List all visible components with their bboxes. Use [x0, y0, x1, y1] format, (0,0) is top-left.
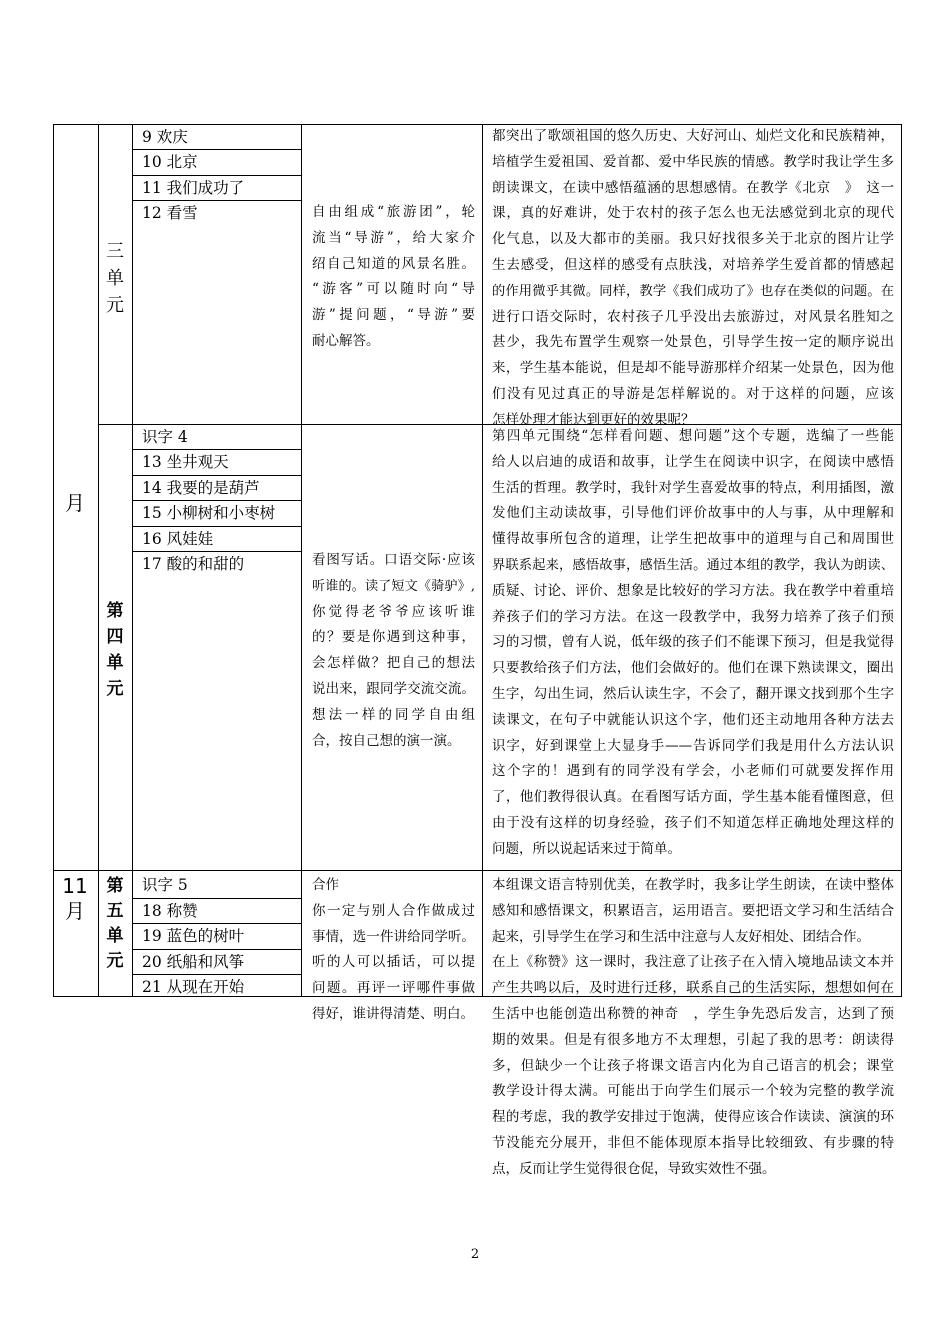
- lesson-title: 21 从现在开始: [142, 978, 245, 996]
- unit-char: 三: [106, 241, 124, 262]
- lesson-title: 19 蓝色的树叶: [142, 927, 245, 945]
- lesson-title: 15 小柳树和小枣树: [142, 504, 276, 522]
- unit-char: 元: [106, 951, 124, 971]
- unit-5-reflection: 本组课文语言特别优美，在教学时，我多让学生朗读，在读中整体 感知和感悟课文，积累语言，运用语言。要把语文学习和生活结合 起来，引导学生在学习和生活中注意与人友好相处、团结合作。 在上《称赞》这一课时，我注意了让孩子在入情入境地品读文本并 产生共鸣以后，及时进行迁移，联系自己的生活实际，想想如何在 生活中也能创造出称赞的神奇 ，学生争先恐后发言，达到了预 期的效果。但是有很多地方不太理想，引起了我的思考：朗读得 多，但缺少一个让孩子将课文语言内化为自己语言的机会；课堂 教学设计得太满。可能出于向学生们展示一个较为完整的教学流 程的考虑，我的教学安排过于饱满，使得应该合作读读、演演的环 节没能充分展开，非但不能体现原本指导比较细致、有步骤的特 点，反而让学生觉得很仓促，导致实效性不强。: [492, 877, 894, 1177]
- lesson-title: 20 纸船和风筝: [142, 953, 245, 971]
- lesson-title: 17 酸的和甜的: [142, 555, 245, 573]
- lesson-title: 18 称赞: [142, 902, 198, 920]
- month-char: 月: [65, 899, 85, 923]
- lesson-title: 14 我要的是葫芦: [142, 479, 260, 497]
- lesson-title: 13 坐井观天: [142, 453, 229, 471]
- unit-3-activity: 自由组成“旅游团”，轮 流当“导游”，给大家介 绍自己知道的风景名胜。 “游客”可以随时向“导 游”提问题，“导游”要 耐心解答。: [312, 204, 475, 349]
- unit-char: 单: [106, 268, 124, 289]
- lesson-title: 识字 5: [142, 876, 188, 894]
- month-november: [53, 874, 97, 924]
- unit-5-label: [98, 874, 132, 974]
- unit-char: 单: [106, 653, 124, 673]
- month-number: 11: [62, 874, 88, 898]
- unit-char: 元: [106, 295, 124, 316]
- unit-char: 四: [106, 627, 124, 647]
- unit-4-label: [98, 598, 132, 702]
- lesson-title: 10 北京: [142, 153, 198, 171]
- lesson-title: 9 欢庆: [142, 128, 188, 146]
- unit-5-activity: 合作 你一定与别人合作做成过 事情，选一件讲给同学听。 听的人可以插话，可以提 问题。再评一评哪件事做 得好，谁讲得清楚、明白。: [312, 877, 475, 1022]
- month-label: 月: [65, 491, 85, 515]
- lesson-title: 11 我们成功了: [142, 179, 245, 197]
- unit-char: 五: [106, 901, 124, 921]
- unit-3-label: [98, 238, 132, 319]
- unit-char: 元: [106, 679, 124, 699]
- unit-4-reflection: 第四单元围绕“怎样看问题、想问题”这个专题，选编了一些能 给人以启迪的成语和故事，让学生在阅读中识字，在阅读中感悟 生活的哲理。教学时，我针对学生喜爱故事的特点，利用插图，激 发他们主动读故事，引导他们评价故事中的人与事，从中理解和 懂得故事所包含的道理，让学生把故事中的道理与自己和周围世 界联系起来，感悟故事，感悟生活。通过本组的教学，我认为朗读、 质疑、讨论、评价、想象是比较好的学习方法。我在教学中着重培 养孩子们的学习方法。在这一段教学中，我努力培养了孩子们预 习的习惯，曾有人说，低年级的孩子们不能课下预习，但是我觉得 只要教给孩子们方法，他们会做好的。他们在课下熟读课文，圈出 生字，勾出生词，然后认读生字，不会了，翻开课文找到那个生字 读课文，在句子中就能认识这个字，他们还主动地用各种方法去 识字，好到课堂上大显身手——告诉同学们我是用什么方法认识 这个字的！遇到有的同学没有学会，小老师们可就要发挥作用 了，他们教得很认真。在看图写话方面，学生基本能看懂图意，但 由于没有这样的切身经验，孩子们不知道怎样正确地处理这样的 问题，所以说起话来过于简单。: [492, 428, 894, 857]
- unit-3-reflection: 都突出了歌颂祖国的悠久历史、大好河山、灿烂文化和民族精神， 培植学生爱祖国、爱首都、爱中华民族的情感。教学时我让学生多 朗读课文，在读中感悟蕴涵的思想感情。在教学《北京 》 这一 课，真的好难讲，处于农村的孩子怎么也无法感觉到北京的现代 化气息，以及大都市的美丽。我只好找很多关于北京的图片让学 生去感受，但这样的感受有点肤浅，对培养学生爱首都的情感起 的作用微乎其微。同样，教学《我们成功了》也存在类似的问题。在 进行口语交际时，农村孩子几乎没出去旅游过，对风景名胜知之 甚少，我先布置学生观察一处景色，引导学生按一定的顺序说出 来，学生基本能说，但是却不能导游那样介绍某一处景色，因为他 们没有见过真正的导游是怎样解说的。对于这样的问题，应该 怎样处理才能达到更好的效果呢？: [492, 128, 894, 428]
- unit-char: 第: [106, 601, 124, 621]
- lesson-title: 识字 4: [142, 428, 188, 446]
- unit-char: 第: [106, 876, 124, 896]
- lesson-title: 16 风娃娃: [142, 530, 214, 548]
- lesson-title: 12 看雪: [142, 204, 198, 222]
- unit-char: 单: [106, 926, 124, 946]
- page-number: 2: [470, 1247, 480, 1262]
- unit-4-activity: 看图写话。口语交际·应该 听谁的。读了短文《骑驴》, 你觉得老爷爷应该听谁 的？要是你遇到这种事， 会怎样做？把自己的想法 说出来，跟同学交流交流。 想法一样的同学自由组 合，按自己想的演一演。: [312, 552, 475, 749]
